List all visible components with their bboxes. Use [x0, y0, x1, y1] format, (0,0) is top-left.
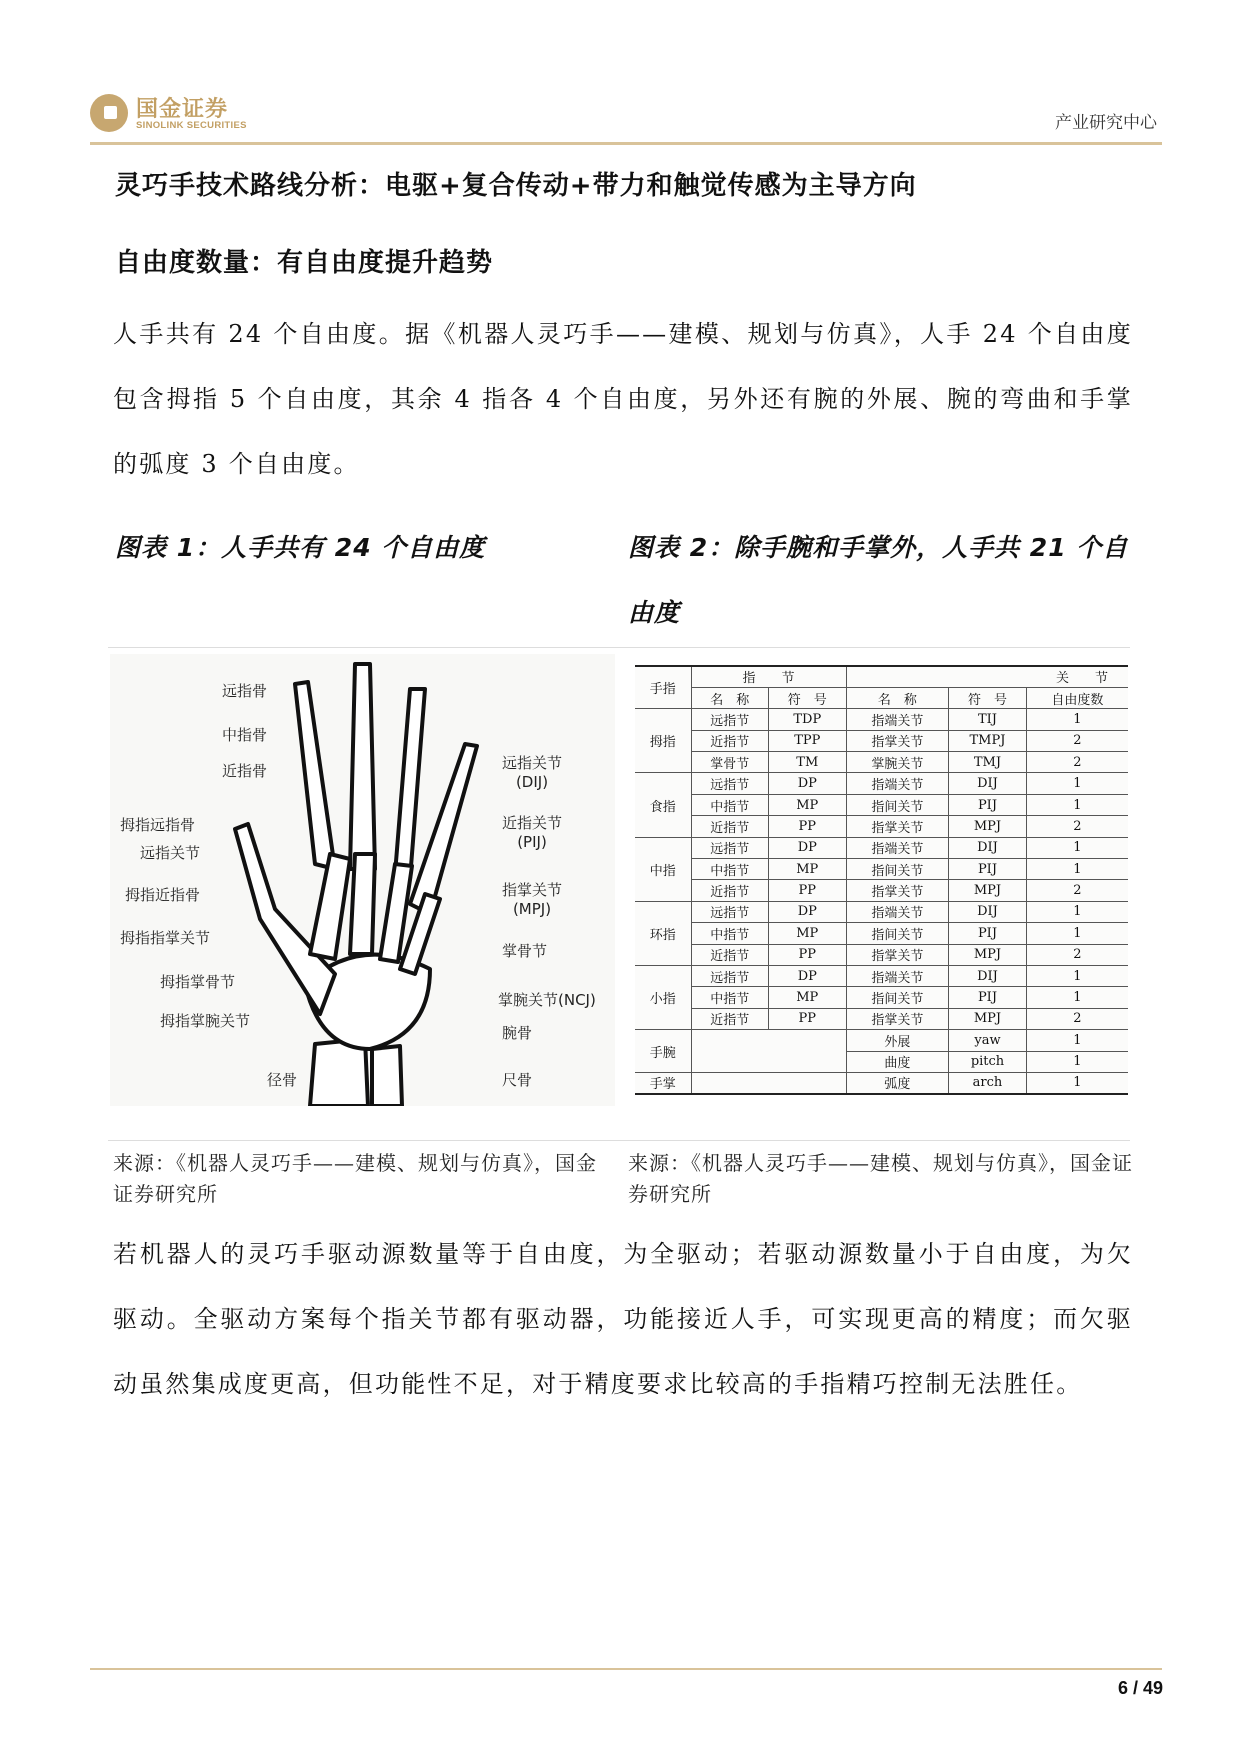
finger-cell: 手腕 [635, 1030, 691, 1073]
table-cell: 指端关节 [846, 773, 949, 794]
finger-cell: 小指 [635, 965, 691, 1029]
label-ncj: 掌腕关节(NCJ) [498, 991, 596, 1009]
table-cell: MPJ [949, 880, 1027, 901]
table-row [635, 1008, 1128, 1029]
table-cell: PP [769, 1008, 847, 1029]
table-cell: 远指节 [691, 837, 769, 858]
finger-cell: 中指 [635, 837, 691, 901]
label-mpj-abbr: (MPJ) [512, 900, 552, 918]
header-finger: 手指 [635, 666, 691, 709]
table-row [635, 709, 1128, 730]
table-row [635, 1072, 1128, 1093]
table-cell: 掌骨节 [691, 752, 769, 773]
table-cell: MP [769, 987, 847, 1008]
table-row [635, 794, 1128, 815]
table-cell: 指端关节 [846, 965, 949, 986]
table-cell: 2 [1026, 1008, 1128, 1029]
table-subheader-row [635, 687, 1128, 708]
table-cell: DP [769, 773, 847, 794]
label-middle-bone: 中指骨 [222, 726, 268, 744]
header-rule [90, 142, 1162, 145]
logo-icon [90, 94, 128, 132]
header-dof: 自由度数 [1026, 687, 1128, 708]
figure-top-rule [108, 647, 1130, 648]
table-cell: MP [769, 923, 847, 944]
dof-table-figure [635, 665, 1128, 1095]
table-cell: 2 [1026, 816, 1128, 837]
table-cell: 指端关节 [846, 837, 949, 858]
table-row [635, 730, 1128, 751]
table-cell: 近指节 [691, 1008, 769, 1029]
figure-1-source: 来源：《机器人灵巧手——建模、规划与仿真》，国金证券研究所 [113, 1151, 597, 1206]
subsection-title: 自由度数量：有自由度提升趋势 [115, 248, 494, 278]
table-cell: 1 [1026, 923, 1128, 944]
table-row [635, 880, 1128, 901]
table-cell: 指间关节 [846, 923, 949, 944]
label-radius: 径骨 [267, 1071, 298, 1089]
table-cell: 1 [1026, 987, 1128, 1008]
label-mpj-text: 指掌关节 [502, 881, 563, 899]
label-thumb-mp-joint: 拇指指掌关节 [120, 929, 211, 947]
table-cell: 指端关节 [846, 709, 949, 730]
table-cell: 1 [1026, 1030, 1128, 1051]
table-cell: arch [949, 1072, 1027, 1093]
table-row [635, 816, 1128, 837]
table-cell: PIJ [949, 987, 1027, 1008]
table-cell: 远指节 [691, 965, 769, 986]
table-cell: TIJ [949, 709, 1027, 730]
label-dij-text: 远指关节 [502, 754, 563, 772]
dof-table [635, 665, 1128, 1095]
company-logo [90, 92, 290, 138]
table-cell: TMPJ [949, 730, 1027, 751]
finger-cell: 拇指 [635, 709, 691, 773]
paragraph-2: 若机器人的灵巧手驱动源数量等于自由度，为全驱动；若驱动源数量小于自由度，为欠驱动。全驱动方案每个指关节都有驱动器，功能接近人手，可实现更高的精度；而欠驱动虽然集成度更高，但功能性不足，对于精度要求比较高的手指精巧控制无法胜任。 [113, 1240, 1133, 1398]
table-cell: TPP [769, 730, 847, 751]
header-phalanx: 指 节 [691, 666, 846, 687]
table-cell: PP [769, 944, 847, 965]
table-cell: 外展 [846, 1030, 949, 1051]
header-jsymbol: 符 号 [949, 687, 1027, 708]
table-cell: yaw [949, 1030, 1027, 1051]
figure-1-caption: 图表 1：人手共有 24 个自由度 [115, 533, 486, 562]
table-row [635, 901, 1128, 922]
header-name: 名 称 [691, 687, 769, 708]
table-cell: PP [769, 880, 847, 901]
table-cell: 近指节 [691, 816, 769, 837]
label-dij-abbr: (DIJ) [515, 773, 549, 791]
label-thumb-metacarpal: 拇指掌骨节 [160, 973, 236, 991]
table-cell: DIJ [949, 965, 1027, 986]
table-row [635, 987, 1128, 1008]
table-cell: 指端关节 [846, 901, 949, 922]
table-cell: 1 [1026, 709, 1128, 730]
figure-2-source: 来源：《机器人灵巧手——建模、规划与仿真》，国金证券研究所 [628, 1151, 1133, 1206]
table-cell: DIJ [949, 837, 1027, 858]
table-cell: MP [769, 794, 847, 815]
label-thumb-distal-bone: 拇指远指骨 [120, 816, 196, 834]
label-thumb-proximal-bone: 拇指近指骨 [125, 886, 201, 904]
figure-bottom-rule [108, 1140, 1130, 1141]
figure-2-caption: 图表 2：除手腕和手掌外，人手共 21 个自由度 [628, 533, 1129, 627]
table-cell: 2 [1026, 730, 1128, 751]
table-cell: 1 [1026, 901, 1128, 922]
table-cell: PIJ [949, 794, 1027, 815]
table-cell: pitch [949, 1051, 1027, 1072]
label-proximal-bone: 近指骨 [222, 762, 268, 780]
table-cell: 指掌关节 [846, 944, 949, 965]
table-cell: 远指节 [691, 709, 769, 730]
label-dij [502, 752, 562, 791]
table-cell: 中指节 [691, 859, 769, 880]
header-symbol: 符 号 [769, 687, 847, 708]
label-ulna: 尺骨 [502, 1071, 533, 1089]
table-cell: PP [769, 816, 847, 837]
table-cell: 中指节 [691, 923, 769, 944]
header-joint: 关 节 [846, 666, 1128, 687]
table-row [635, 944, 1128, 965]
table-cell: 指掌关节 [846, 1008, 949, 1029]
table-cell: DP [769, 837, 847, 858]
label-mpj [502, 879, 562, 918]
table-cell: DIJ [949, 901, 1027, 922]
table-cell: TM [769, 752, 847, 773]
table-cell: MPJ [949, 816, 1027, 837]
table-cell: 中指节 [691, 987, 769, 1008]
logo-text-cn: 国金证券 [136, 97, 229, 122]
finger-cell: 食指 [635, 773, 691, 837]
table-cell: MPJ [949, 944, 1027, 965]
table-cell: 指间关节 [846, 987, 949, 1008]
table-cell: 1 [1026, 1072, 1128, 1093]
table-cell: 远指节 [691, 901, 769, 922]
table-row [635, 773, 1128, 794]
header-section: 产业研究中心 [1055, 113, 1157, 133]
table-header-row [635, 666, 1128, 687]
label-pij-text: 近指关节 [502, 814, 563, 832]
table-cell: 1 [1026, 794, 1128, 815]
table-row [635, 837, 1128, 858]
table-row [635, 923, 1128, 944]
empty-cell [691, 1072, 846, 1093]
table-row [635, 859, 1128, 880]
label-carpal: 腕骨 [502, 1024, 533, 1042]
empty-cell [691, 1030, 846, 1073]
table-cell: 指掌关节 [846, 880, 949, 901]
table-cell: 曲度 [846, 1051, 949, 1072]
label-metacarpal: 掌骨节 [502, 942, 548, 960]
table-cell: PIJ [949, 923, 1027, 944]
label-distal-bone: 远指骨 [222, 682, 268, 700]
table-cell: 指间关节 [846, 794, 949, 815]
table-cell: 掌腕关节 [846, 752, 949, 773]
table-cell: 指间关节 [846, 859, 949, 880]
hand-skeleton-figure [110, 654, 615, 1106]
table-cell: 指掌关节 [846, 730, 949, 751]
section-title: 灵巧手技术路线分析：电驱+复合传动+带力和触觉传感为主导方向 [115, 171, 917, 201]
table-cell: 2 [1026, 880, 1128, 901]
table-cell: TMJ [949, 752, 1027, 773]
table-cell: 1 [1026, 837, 1128, 858]
table-cell: 近指节 [691, 880, 769, 901]
label-distal-joint: 远指关节 [140, 844, 201, 862]
table-cell: 2 [1026, 752, 1128, 773]
finger-cell: 环指 [635, 901, 691, 965]
page-number: 6 / 49 [1117, 1678, 1163, 1698]
table-cell: 1 [1026, 1051, 1128, 1072]
table-cell: DP [769, 965, 847, 986]
table-cell: 2 [1026, 944, 1128, 965]
table-cell: PIJ [949, 859, 1027, 880]
table-row [635, 1030, 1128, 1051]
paragraph-1: 人手共有 24 个自由度。据《机器人灵巧手——建模、规划与仿真》，人手 24 个自由度包含拇指 5 个自由度，其余 4 指各 4 个自由度，另外还有腕的外展、腕的弯曲和手掌的弧度 3 个自由度。 [113, 320, 1133, 478]
table-cell: DP [769, 901, 847, 922]
label-thumb-cmc-joint: 拇指掌腕关节 [160, 1012, 251, 1030]
table-row [635, 752, 1128, 773]
label-pij [502, 812, 562, 851]
table-cell: 近指节 [691, 730, 769, 751]
table-cell: MP [769, 859, 847, 880]
table-cell: 1 [1026, 965, 1128, 986]
table-row [635, 965, 1128, 986]
header-jname: 名 称 [846, 687, 949, 708]
table-cell: TDP [769, 709, 847, 730]
table-cell: 指掌关节 [846, 816, 949, 837]
table-cell: 中指节 [691, 794, 769, 815]
table-cell: 1 [1026, 773, 1128, 794]
table-cell: 近指节 [691, 944, 769, 965]
footer-rule [90, 1668, 1162, 1670]
label-pij-abbr: (PIJ) [517, 833, 547, 851]
logo-text-en: SINOLINK SECURITIES [136, 120, 247, 131]
table-cell: 弧度 [846, 1072, 949, 1093]
table-cell: DIJ [949, 773, 1027, 794]
finger-cell: 手掌 [635, 1072, 691, 1093]
table-cell: MPJ [949, 1008, 1027, 1029]
table-cell: 1 [1026, 859, 1128, 880]
table-cell: 远指节 [691, 773, 769, 794]
